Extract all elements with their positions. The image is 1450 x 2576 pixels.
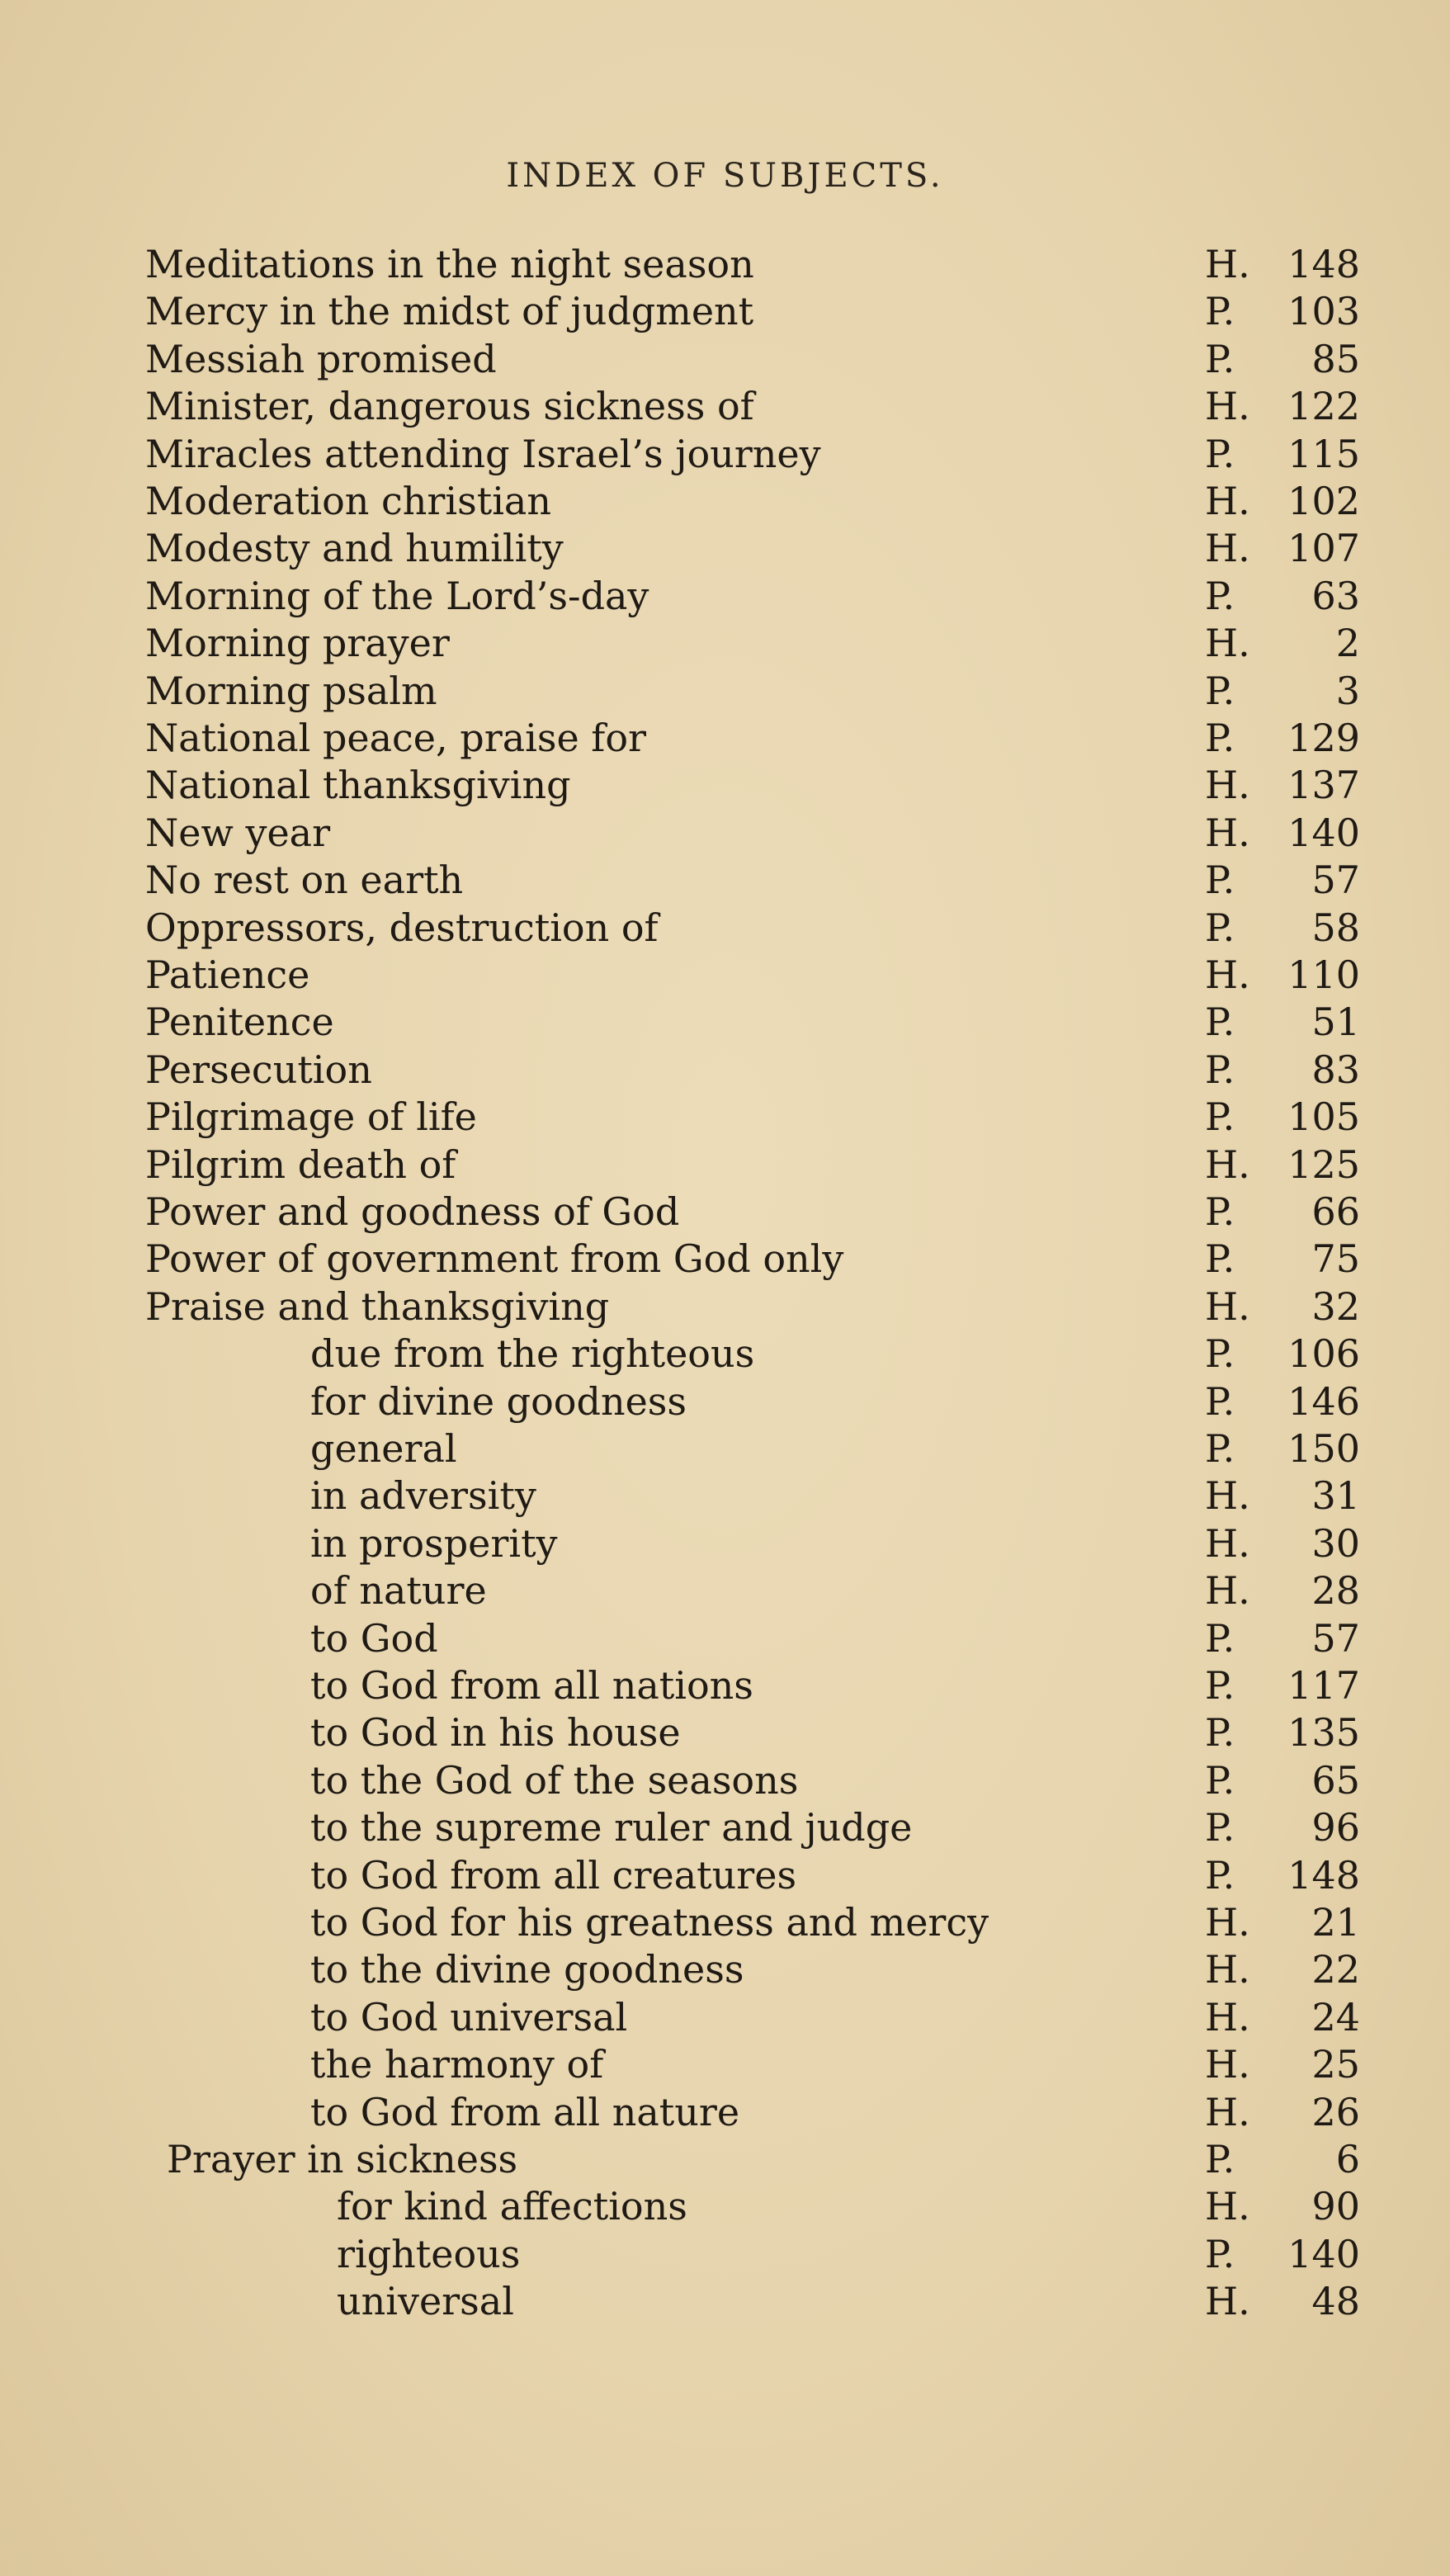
index-entry [0,1994,1450,2041]
entry-collection-letter: H. [1205,1521,1250,1566]
entry-number: 63 [1311,574,1360,618]
index-entry [0,1946,1450,1993]
entry-number: 148 [1287,1853,1360,1898]
entry-collection-letter: P. [1205,432,1235,476]
entry-number: 105 [1287,1094,1360,1139]
entry-subject: Modesty and humility [145,526,564,570]
entry-number: 146 [1287,1379,1360,1424]
entry-number: 21 [1311,1900,1360,1945]
entry-number: 110 [1287,952,1360,997]
entry-reference [1205,1472,1411,1520]
entry-reference [1205,241,1411,288]
entry-collection-letter: H. [1205,1284,1250,1329]
entry-subject: Morning psalm [145,669,437,713]
index-entry [0,383,1450,430]
entry-reference [1205,525,1411,572]
entry-collection-letter: P. [1205,858,1235,902]
entry-number: 24 [1311,1995,1360,2040]
entry-collection-letter: P. [1205,1047,1235,1092]
entry-collection-letter: H. [1205,621,1250,665]
index-entry [0,1378,1450,1425]
entry-reference [1205,1141,1411,1189]
entry-number: 148 [1287,242,1360,286]
index-entry [0,620,1450,667]
entry-reference [1205,1946,1411,1993]
entry-number: 96 [1311,1805,1360,1850]
entry-subject: to God for his greatness and mercy [310,1900,989,1945]
entry-number: 32 [1311,1284,1360,1329]
index-entry [0,2136,1450,2183]
entry-subject: to the divine goodness [310,1947,744,1992]
index-entry [0,1331,1450,1378]
entry-reference [1205,1662,1411,1709]
entry-subject: National peace, praise for [145,716,647,760]
entry-reference [1205,1567,1411,1614]
entry-collection-letter: P. [1205,1094,1235,1139]
entry-collection-letter: P. [1205,574,1235,618]
entry-reference [1205,715,1411,762]
entry-reference [1205,1047,1411,1094]
entry-subject: Power and goodness of God [145,1189,680,1234]
entry-subject: Meditations in the night season [145,242,754,286]
entry-number: 140 [1287,2232,1360,2276]
entry-number: 129 [1287,716,1360,760]
index-entry [0,2089,1450,2136]
entry-collection-letter: P. [1205,1616,1235,1661]
entry-reference [1205,1994,1411,2041]
entry-number: 58 [1311,905,1360,950]
entry-reference [1205,431,1411,478]
entry-number: 66 [1311,1189,1360,1234]
index-entry [0,241,1450,288]
entry-number: 137 [1287,763,1360,807]
entry-reference [1205,2278,1411,2325]
entry-collection-letter: P. [1205,716,1235,760]
entry-reference [1205,952,1411,999]
entry-reference [1205,2089,1411,2136]
index-entry [0,999,1450,1046]
entry-reference [1205,1615,1411,1662]
entry-number: 2 [1335,621,1360,665]
entry-subject: Miracles attending Israel’s journey [145,432,821,476]
index-entry [0,1662,1450,1709]
entry-collection-letter: P. [1205,1853,1235,1898]
entry-number: 107 [1287,526,1360,570]
entry-collection-letter: P. [1205,1331,1235,1376]
index-entry [0,288,1450,335]
index-entry [0,668,1450,715]
entry-number: 22 [1311,1947,1360,1992]
entry-reference [1205,2183,1411,2230]
entry-number: 65 [1311,1758,1360,1803]
index-entry [0,1047,1450,1094]
entry-number: 3 [1335,669,1360,713]
index-entry [0,478,1450,525]
entry-number: 26 [1311,2090,1360,2134]
index-entry [0,431,1450,478]
entry-number: 106 [1287,1331,1360,1376]
entry-subject: in prosperity [310,1521,558,1566]
index-entry [0,952,1450,999]
index-entry [0,525,1450,572]
entry-collection-letter: H. [1205,2042,1250,2087]
entry-number: 6 [1335,2137,1360,2181]
entry-reference [1205,573,1411,620]
entry-number: 122 [1287,384,1360,428]
entry-collection-letter: P. [1205,289,1235,333]
entry-collection-letter: H. [1205,2184,1250,2229]
index-entry [0,1472,1450,1520]
entry-collection-letter: H. [1205,479,1250,523]
entry-number: 57 [1311,1616,1360,1661]
entry-collection-letter: P. [1205,905,1235,950]
entry-reference [1205,810,1411,857]
entry-subject: Mercy in the midst of judgment [145,289,754,333]
entry-number: 150 [1287,1426,1360,1471]
index-entry [0,1141,1450,1189]
index-entry [0,336,1450,383]
entry-subject: to the God of the seasons [310,1758,799,1803]
entry-collection-letter: P. [1205,1758,1235,1803]
entry-collection-letter: P. [1205,1379,1235,1424]
entry-subject: to the supreme ruler and judge [310,1805,913,1850]
entry-reference [1205,1804,1411,1851]
entry-number: 25 [1311,2042,1360,2087]
index-entry [0,810,1450,857]
index-entry [0,715,1450,762]
entry-subject: general [310,1426,457,1471]
index-entry [0,1283,1450,1331]
entry-reference [1205,1520,1411,1567]
index-entry [0,1567,1450,1614]
entry-reference [1205,336,1411,383]
entry-collection-letter: H. [1205,2279,1250,2323]
entry-subject: Messiah promised [145,337,497,381]
entry-number: 48 [1311,2279,1360,2323]
index-entry [0,762,1450,809]
entry-reference [1205,1189,1411,1236]
entry-subject: Pilgrimage of life [145,1094,477,1139]
entry-subject: No rest on earth [145,858,464,902]
entry-subject: due from the righteous [310,1331,755,1376]
entry-subject: to God from all nature [310,2090,740,2134]
entry-subject: for kind affections [337,2184,687,2229]
index-entry [0,905,1450,952]
entry-subject: Prayer in sickness [167,2137,518,2181]
entry-collection-letter: P. [1205,1663,1235,1708]
entry-collection-letter: P. [1205,1189,1235,1234]
entry-number: 75 [1311,1236,1360,1281]
entry-collection-letter: H. [1205,2090,1250,2134]
entry-subject: of nature [310,1568,487,1613]
entry-number: 85 [1311,337,1360,381]
index-entry [0,1236,1450,1283]
entry-collection-letter: H. [1205,811,1250,855]
index-entry [0,1520,1450,1567]
entry-collection-letter: H. [1205,526,1250,570]
entry-reference [1205,1757,1411,1804]
index-entry [0,573,1450,620]
entry-collection-letter: P. [1205,1426,1235,1471]
entry-reference [1205,383,1411,430]
entry-subject: Moderation christian [145,479,551,523]
entry-number: 117 [1287,1663,1360,1708]
entry-reference [1205,905,1411,952]
index-entry [0,2278,1450,2325]
entry-reference [1205,1331,1411,1378]
entry-reference [1205,1899,1411,1946]
entry-number: 135 [1287,1710,1360,1755]
entry-collection-letter: H. [1205,1947,1250,1992]
entry-subject: righteous [337,2232,521,2276]
entry-collection-letter: H. [1205,384,1250,428]
index-entry [0,1852,1450,1899]
entry-subject: Morning prayer [145,621,450,665]
entry-collection-letter: H. [1205,1473,1250,1518]
entry-reference [1205,2041,1411,2088]
index-entry [0,2183,1450,2230]
entry-reference [1205,1236,1411,1283]
index-entry [0,1425,1450,1472]
entry-reference [1205,1709,1411,1756]
entry-subject: Minister, dangerous sickness of [145,384,754,428]
entry-reference [1205,1094,1411,1141]
entry-reference [1205,2136,1411,2183]
entry-reference [1205,478,1411,525]
entry-subject: Morning of the Lord’s-day [145,574,649,618]
entry-collection-letter: H. [1205,1142,1250,1187]
index-entry [0,1709,1450,1756]
index-entry [0,1899,1450,1946]
entry-reference [1205,1283,1411,1331]
entry-subject: to God from all creatures [310,1853,797,1898]
entry-collection-letter: P. [1205,1805,1235,1850]
entry-collection-letter: P. [1205,1000,1235,1044]
entry-subject: to God [310,1616,438,1661]
entry-reference [1205,2231,1411,2278]
entry-number: 31 [1311,1473,1360,1518]
entry-number: 140 [1287,811,1360,855]
page-header: INDEX OF SUBJECTS. [506,157,944,195]
entry-subject: Pilgrim death of [145,1142,456,1187]
entry-collection-letter: P. [1205,1236,1235,1281]
entry-number: 28 [1311,1568,1360,1613]
entry-number: 83 [1311,1047,1360,1092]
index-entry [0,2041,1450,2088]
entry-reference [1205,762,1411,809]
entry-subject: Penitence [145,1000,334,1044]
entry-reference [1205,1378,1411,1425]
entry-subject: New year [145,811,331,855]
entry-subject: the harmony of [310,2042,604,2087]
entry-collection-letter: H. [1205,242,1250,286]
index-entry [0,1804,1450,1851]
entry-subject: in adversity [310,1473,536,1518]
entry-reference [1205,620,1411,667]
entry-collection-letter: P. [1205,1710,1235,1755]
entry-reference [1205,288,1411,335]
entry-subject: Oppressors, destruction of [145,905,659,950]
entry-subject: to God universal [310,1995,628,2040]
entry-number: 103 [1287,289,1360,333]
entry-collection-letter: H. [1205,952,1250,997]
entry-subject: to God from all nations [310,1663,753,1708]
index-entry [0,857,1450,904]
entry-subject: Patience [145,952,310,997]
entry-subject: National thanksgiving [145,763,571,807]
entry-reference [1205,999,1411,1046]
entry-reference [1205,857,1411,904]
entry-number: 115 [1287,432,1360,476]
entry-subject: universal [337,2279,514,2323]
entry-subject: for divine goodness [310,1379,687,1424]
entry-subject: Power of government from God only [145,1236,844,1281]
entry-reference [1205,668,1411,715]
index-entry [0,2231,1450,2278]
entry-reference [1205,1852,1411,1899]
index-entry [0,1615,1450,1662]
entry-subject: to God in his house [310,1710,681,1755]
entry-subject: Persecution [145,1047,372,1092]
entry-number: 125 [1287,1142,1360,1187]
entry-collection-letter: H. [1205,763,1250,807]
entry-number: 51 [1311,1000,1360,1044]
entry-collection-letter: H. [1205,1995,1250,2040]
index-entry [0,1757,1450,1804]
entry-collection-letter: H. [1205,1568,1250,1613]
entry-subject: Praise and thanksgiving [145,1284,610,1329]
index-entry [0,1189,1450,1236]
entry-collection-letter: H. [1205,1900,1250,1945]
entry-collection-letter: P. [1205,337,1235,381]
entry-collection-letter: P. [1205,669,1235,713]
entry-collection-letter: P. [1205,2232,1235,2276]
entry-number: 102 [1287,479,1360,523]
entry-number: 57 [1311,858,1360,902]
entry-reference [1205,1425,1411,1472]
entry-collection-letter: P. [1205,2137,1235,2181]
entry-number: 90 [1311,2184,1360,2229]
entry-number: 30 [1311,1521,1360,1566]
index-entry [0,1094,1450,1141]
